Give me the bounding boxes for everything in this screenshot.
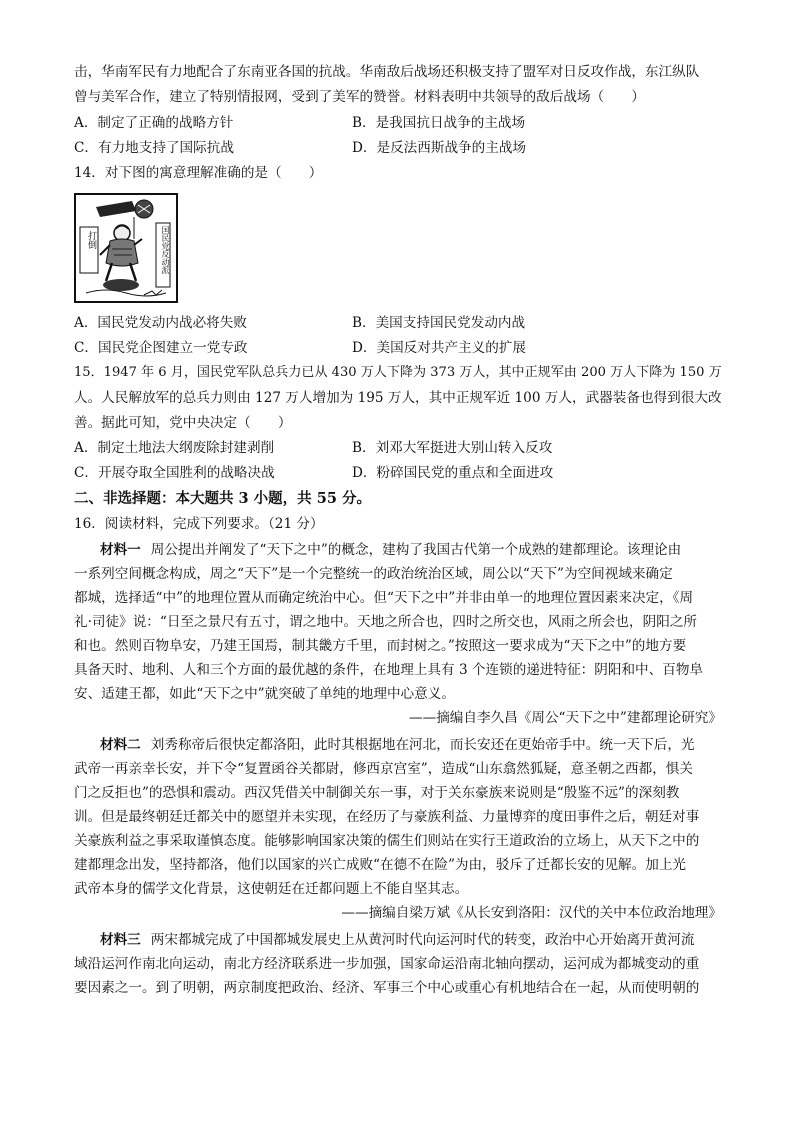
q15-option-b: B．刘邓大军挺进大别山转入反攻 [352,440,553,456]
q15-option-c: C．开展夺取全国胜利的战略决战 [74,465,275,481]
q13-option-c: C．有力地支持了国际抗战 [74,140,234,156]
q16-material-2-source: ——摘编自梁万斌《从长安到洛阳：汉代的关中本位政治地理》 [341,905,722,921]
q15-stem-line2: 人。人民解放军的总兵力则由 127 万人增加为 195 万人，其中正规军近 100 万人，武器装备也得到很大改 [74,390,722,406]
cartoon-caption-right: 国民党反动派 [161,226,170,274]
q14-option-c: C．国民党企图建立一党专政 [74,340,248,356]
q16-material-2-line7: 武帝本身的儒学文化背景，这使朝廷在迁都问题上不能自坚其志。 [74,881,469,897]
q14-stem: 14．对下图的寓意理解准确的是（ ） [74,165,323,181]
q16-material-2-line4: 训。但是最终朝廷迁都关中的愿望并未实现，在经历了与豪族利益、力量博弈的度田事件之后，朝廷对事 [74,809,700,825]
political-cartoon-image [74,193,178,303]
q16-material-1-line5: 和也。然则百物阜安，乃建王国焉，制其畿方千里，而封树之。”按照这一要求成为“天下之中”的地方要 [74,638,687,654]
q16-material-1-line3: 都城，选择适“中”的地理位置从而确定统治中心。但“天下之中”并非由单一的地理位置因素来决定，《周 [74,590,694,606]
q14-option-d: D．美国反对共产主义的扩展 [352,340,527,356]
q15-stem-line1: 15．1947 年 6 月，国民党军队总兵力已从 430 万人下降为 373 万人，其中正规军由 200 万人下降为 150 万 [74,365,722,380]
q16-stem: 16．阅读材料，完成下列要求。（21 分） [74,516,324,532]
q16-material-1-line1 [100,540,681,560]
material-3-text: 两宋都城完成了中国都城发展史上从黄河时代向运河时代的转变，政治中心开始离开黄河流 [150,932,695,948]
q16-material-2-line5: 关豪族利益之事采取谨慎态度。能够影响国家决策的儒生们则站在实行王道政治的立场上，从天下之中的 [74,833,700,849]
q15-stem-line3: 善。据此可知，党中央决定（ ） [74,415,292,431]
q16-material-3-line2: 域沿运河作南北向运动，南北方经济联系进一步加强，国家命运沿南北轴向摆动，运河成为都城变动的重 [74,956,700,972]
material-1-label: 材料一 [100,542,141,558]
material-1-text: 周公提出并阐发了“天下之中”的概念，建构了我国古代第一个成熟的建都理论。该理论由 [150,542,682,558]
q15-option-d: D．粉碎国民党的重点和全面进攻 [352,465,554,481]
q13-option-d: D．是反法西斯战争的主战场 [352,140,527,156]
q16-material-2-line3: 门之反拒也”的恐惧和震动。西汉凭借关中制御关东一事，对于关东豪族来说则是“殷鉴不远”的深刻教 [74,785,680,801]
q14-option-b: B．美国支持国民党发动内战 [352,315,526,331]
q13-stem-line1: 击，华南军民有力地配合了东南亚各国的抗战。华南敌后战场还积极支持了盟军对日反攻作战，东江纵队 [74,64,700,80]
q13-stem-line2: 曾与美军合作，建立了特别情报网，受到了美军的赞誉。材料表明中共领导的敌后战场（ ） [74,89,645,105]
q16-material-1-line2: 一系列空间概念构成，周之“天下”是一个完整统一的政治统治区域，周公以“天下”为空间视域来确定 [74,566,673,582]
q16-material-3-line1 [100,930,695,950]
material-2-text: 刘秀称帝后很快定都洛阳，此时其根据地在河北，而长安还在更始帝手中。统一天下后，光 [150,737,695,753]
q13-option-a: A．制定了正确的战略方针 [74,115,234,131]
cartoon-caption-left: 打倒 [86,231,96,249]
q16-material-1-source: ——摘编自李久昌《周公“天下之中”建都理论研究》 [409,710,722,726]
material-3-label: 材料三 [100,932,141,948]
q13-option-b: B．是我国抗日战争的主战场 [352,115,526,131]
q14-option-a: A．国民党发动内战必将失败 [74,315,247,331]
q16-material-3-line3: 要因素之一。到了明朝，两京制度把政治、经济、军事三个中心或重心有机地结合在一起，从而使明朝的 [74,980,700,996]
section-2-title: 二、非选择题：本大题共 3 小题，共 55 分。 [74,490,371,507]
q16-material-2-line1 [100,735,695,755]
q16-material-1-line4: 礼·司徒》说：“日至之景尺有五寸，谓之地中。天地之所合也，四时之所交也，风雨之所会也，阴阳之所 [74,614,697,630]
q16-material-2-line2: 武帝一再亲幸长安，并下令“复置函谷关都尉，修西京宫室”，造成“山东翕然狐疑，意圣朝之西都，惧关 [74,761,693,777]
q16-material-1-line6: 具备天时、地利、人和三个方面的最优越的条件，在地理上具有 3 个连锁的递进特征：阴阳和中、百物阜 [74,662,704,678]
q16-material-1-line7: 安、适建王都，如此“天下之中”就突破了单纯的地理中心意义。 [74,686,455,702]
material-2-label: 材料二 [100,737,141,753]
q16-material-2-line6: 建都理念出发，坚持都洛，他们以国家的兴亡成败“在德不在险”为由，驳斥了迁都长安的见解。加上光 [74,857,687,873]
q15-option-a: A．制定土地法大纲废除封建剥削 [74,440,275,456]
